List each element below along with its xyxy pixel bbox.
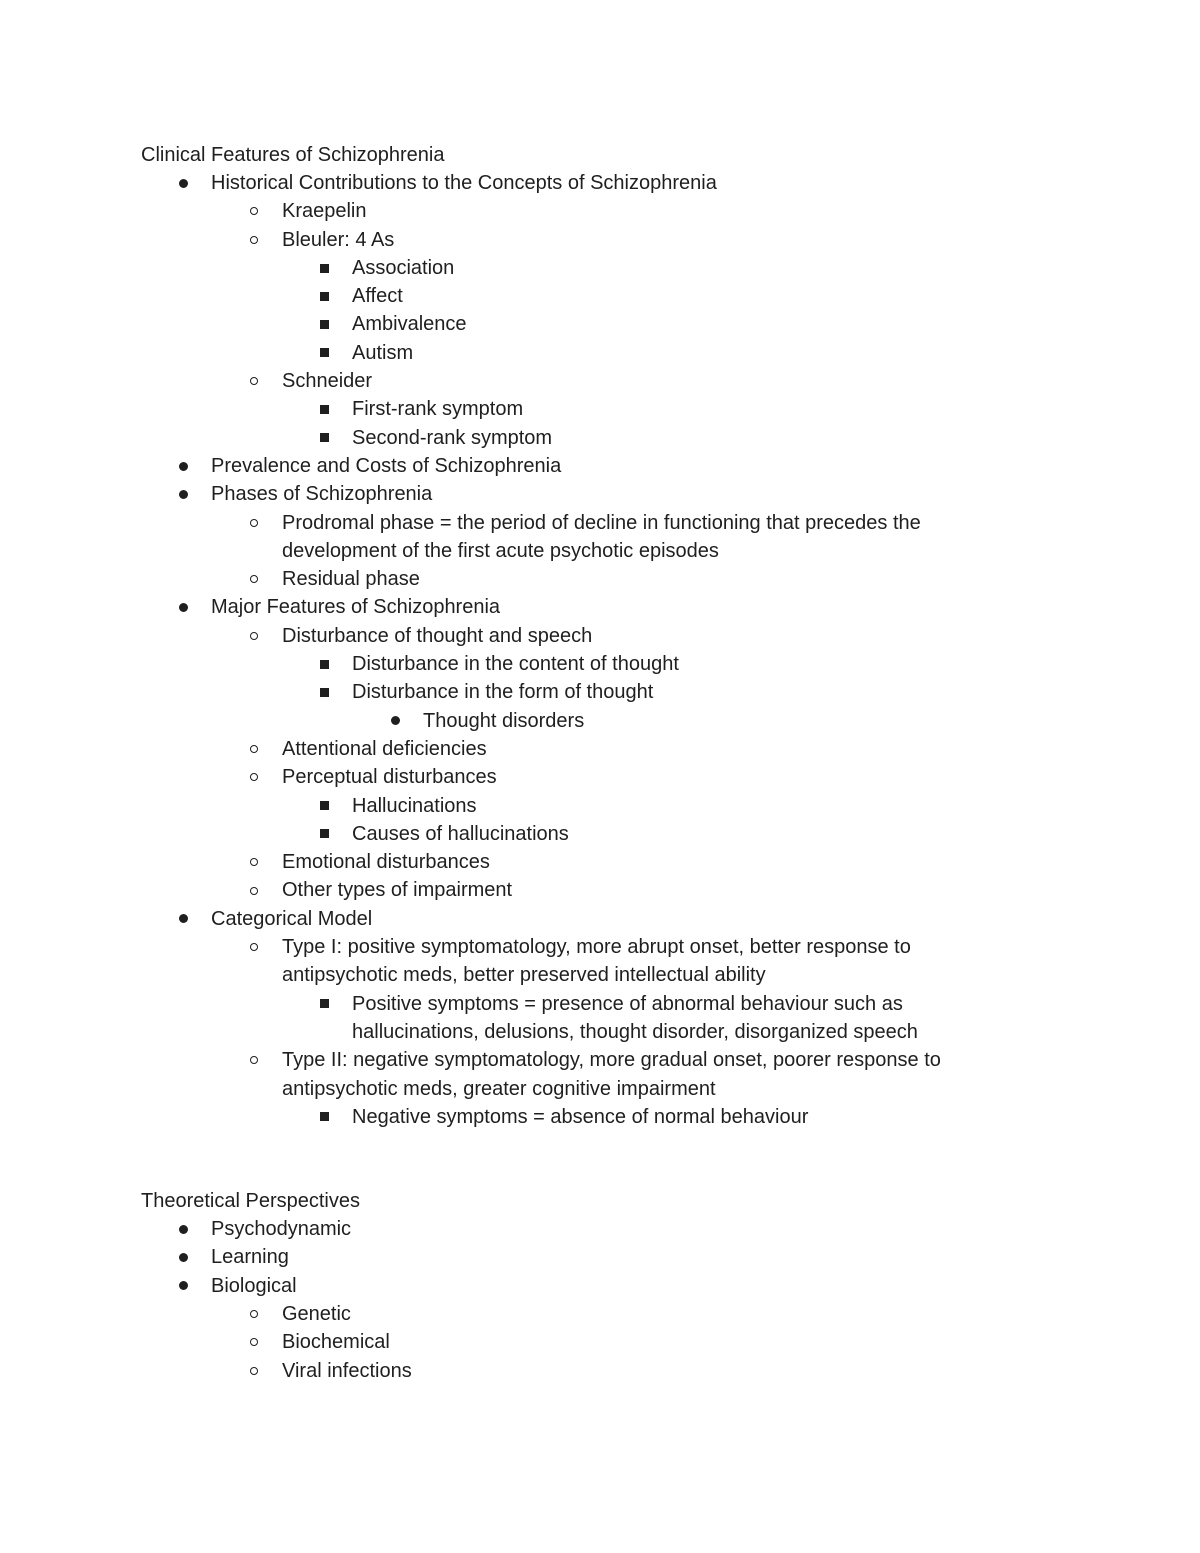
list-item-text: Schneider — [282, 370, 373, 393]
hollow-circle-bullet-icon — [246, 1357, 262, 1385]
list-item — [141, 735, 1041, 763]
list-item — [141, 1243, 1041, 1271]
hollow-circle-bullet-icon — [246, 1300, 262, 1328]
list-item — [141, 339, 1041, 367]
filled-circle-bullet-icon — [175, 1243, 191, 1271]
list-item — [141, 367, 1041, 395]
list-item — [141, 395, 1041, 423]
square-bullet-icon — [316, 820, 332, 848]
list-item — [141, 310, 1041, 338]
list-item — [141, 226, 1041, 254]
section-spacer — [141, 1131, 1041, 1187]
list-item-text: Association — [352, 256, 455, 279]
list-item — [141, 254, 1041, 282]
list-item-text: Negative symptoms = absence of normal behaviour — [352, 1105, 809, 1128]
list-item-text: Affect — [352, 285, 403, 308]
hollow-circle-bullet-icon — [246, 197, 262, 225]
list-item — [141, 424, 1041, 452]
list-item-text: Second-rank symptom — [352, 426, 553, 449]
list-item-text: Hallucinations — [352, 794, 477, 817]
list-item — [141, 282, 1041, 310]
filled-circle-bullet-icon — [387, 707, 403, 735]
section-theoretical-perspectives — [141, 1187, 1041, 1385]
list-item-text: Genetic — [282, 1302, 351, 1325]
square-bullet-icon — [316, 650, 332, 678]
list-item-text: Disturbance in the form of thought — [352, 681, 654, 704]
square-bullet-icon — [316, 310, 332, 338]
hollow-circle-bullet-icon — [246, 876, 262, 904]
filled-circle-bullet-icon — [175, 1215, 191, 1243]
list-item — [141, 792, 1041, 820]
list-item-text: Type II: negative symptomatology, more gradual onset, poorer response to antipsychotic meds, greater cognitive impairment — [282, 1049, 941, 1100]
list-item — [141, 933, 1041, 990]
list-item-text: First-rank symptom — [352, 398, 524, 421]
square-bullet-icon — [316, 395, 332, 423]
list-item-text: Attentional deficiencies — [282, 737, 487, 760]
hollow-circle-bullet-icon — [246, 622, 262, 650]
list-item — [141, 876, 1041, 904]
filled-circle-bullet-icon — [175, 593, 191, 621]
list-item — [141, 1328, 1041, 1356]
list-item — [141, 678, 1041, 706]
filled-circle-bullet-icon — [175, 452, 191, 480]
list-item — [141, 820, 1041, 848]
list-item-text: Biochemical — [282, 1331, 390, 1354]
square-bullet-icon — [316, 792, 332, 820]
list-item-text: Bleuler: 4 As — [282, 228, 395, 251]
section-heading: Theoretical Perspectives — [141, 1190, 360, 1213]
list-item-text: Psychodynamic — [211, 1218, 352, 1241]
hollow-circle-bullet-icon — [246, 848, 262, 876]
list-item-text: Emotional disturbances — [282, 851, 490, 874]
list-item — [141, 169, 1041, 197]
list-item — [141, 480, 1041, 508]
list-item — [141, 452, 1041, 480]
list-item — [141, 197, 1041, 225]
section-heading: Clinical Features of Schizophrenia — [141, 144, 445, 166]
list-item-text: Major Features of Schizophrenia — [211, 596, 501, 619]
hollow-circle-bullet-icon — [246, 509, 262, 537]
outline-list — [141, 1215, 1041, 1385]
list-item-text: Categorical Model — [211, 907, 373, 930]
filled-circle-bullet-icon — [175, 905, 191, 933]
list-item-text: Prodromal phase = the period of decline in functioning that precedes the development of the first acute psychotic episodes — [282, 511, 921, 562]
list-item-text: Disturbance of thought and speech — [282, 624, 593, 647]
list-item — [141, 763, 1041, 791]
square-bullet-icon — [316, 339, 332, 367]
list-item — [141, 1300, 1041, 1328]
list-item-text: Ambivalence — [352, 313, 467, 336]
document-page — [141, 141, 1041, 1385]
list-item-text: Learning — [211, 1246, 289, 1269]
list-item — [141, 1103, 1041, 1131]
list-item — [141, 622, 1041, 650]
list-item — [141, 707, 1041, 735]
section-clinical-features — [141, 141, 1041, 1131]
hollow-circle-bullet-icon — [246, 763, 262, 791]
list-item — [141, 1215, 1041, 1243]
hollow-circle-bullet-icon — [246, 565, 262, 593]
list-item — [141, 593, 1041, 621]
list-item-text: Other types of impairment — [282, 879, 513, 902]
list-item-text: Historical Contributions to the Concepts of Schizophrenia — [211, 172, 717, 194]
outline-list — [141, 169, 1041, 1131]
square-bullet-icon — [316, 678, 332, 706]
list-item — [141, 1046, 1041, 1103]
list-item — [141, 1357, 1041, 1385]
hollow-circle-bullet-icon — [246, 1328, 262, 1356]
filled-circle-bullet-icon — [175, 1272, 191, 1300]
list-item-text: Thought disorders — [423, 709, 585, 732]
list-item-text: Perceptual disturbances — [282, 766, 497, 789]
hollow-circle-bullet-icon — [246, 226, 262, 254]
square-bullet-icon — [316, 424, 332, 452]
filled-circle-bullet-icon — [175, 169, 191, 197]
square-bullet-icon — [316, 990, 332, 1018]
list-item-text: Phases of Schizophrenia — [211, 483, 433, 506]
square-bullet-icon — [316, 1103, 332, 1131]
list-item-text: Disturbance in the content of thought — [352, 653, 679, 676]
square-bullet-icon — [316, 282, 332, 310]
hollow-circle-bullet-icon — [246, 367, 262, 395]
list-item-text: Kraepelin — [282, 200, 367, 223]
list-item — [141, 1272, 1041, 1300]
list-item — [141, 848, 1041, 876]
list-item — [141, 509, 1041, 566]
list-item-text: Autism — [352, 341, 414, 364]
hollow-circle-bullet-icon — [246, 1046, 262, 1074]
list-item — [141, 650, 1041, 678]
list-item-text: Type I: positive symptomatology, more abrupt onset, better response to antipsychotic meds, better preserved intellectual ability — [282, 936, 911, 987]
list-item — [141, 905, 1041, 933]
hollow-circle-bullet-icon — [246, 735, 262, 763]
list-item-text: Residual phase — [282, 568, 420, 591]
list-item-text: Causes of hallucinations — [352, 822, 569, 845]
list-item-text: Positive symptoms = presence of abnormal behaviour such as hallucinations, delusions, thought disorder, disorganized speech — [352, 992, 918, 1043]
list-item — [141, 565, 1041, 593]
list-item-text: Viral infections — [282, 1359, 412, 1382]
list-item-text: Biological — [211, 1274, 297, 1297]
hollow-circle-bullet-icon — [246, 933, 262, 961]
list-item-text: Prevalence and Costs of Schizophrenia — [211, 454, 562, 477]
filled-circle-bullet-icon — [175, 480, 191, 508]
list-item — [141, 990, 1041, 1047]
square-bullet-icon — [316, 254, 332, 282]
